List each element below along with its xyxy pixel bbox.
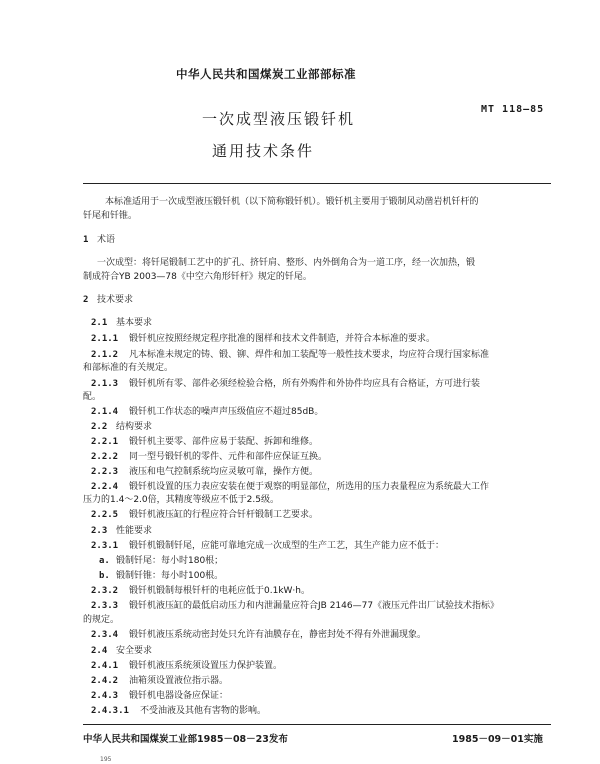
section-2-title: 技术要求 <box>97 295 134 305</box>
clause-2-2-5-text: 锻钎机液压缸的行程应符合钎杆锻制工艺要求。 <box>129 510 319 520</box>
clause-2-2-4-text-line1: 锻钎机设置的压力表应安装在便于观察的明显部位，所选用的压力表量程应为系统最大工作 <box>129 482 490 492</box>
clause-2-3-2-number: 2.3.2 <box>91 586 119 596</box>
clause-2-4-number: 2.4 <box>91 646 108 656</box>
intro-line2: 钎尾和钎锥。 <box>83 211 138 221</box>
clause-2-3-1-b-text: 锻制钎锥：每小时100根。 <box>116 571 224 581</box>
clause-2-4-2-number: 2.4.2 <box>91 676 119 686</box>
clause-2-3-4-number: 2.3.4 <box>91 630 119 640</box>
s1-text-line1: 一次成型：将钎尾锻制工艺中的扩孔、挤钎肩、整形、内外倒角合为一道工序，经一次加热，锻 <box>97 258 476 268</box>
clause-2-2-2-number: 2.2.2 <box>91 452 119 462</box>
clause-2-2-5-number: 2.2.5 <box>91 510 119 520</box>
clause-2-3-3-text-line1: 锻钎机液压缸的最低启动压力和内泄漏量应符合JB 2146—77《液压元件出厂试验技术指标》 <box>129 601 500 611</box>
clause-2-2-1-number: 2.2.1 <box>91 437 119 447</box>
clause-2-4-1-text: 锻钎机液压系统须设置压力保护装置。 <box>129 661 283 671</box>
header-rule <box>83 183 551 184</box>
clause-2-3-2-text: 锻钎机锻制每根钎杆的电耗应低于0.1kW·h。 <box>129 586 310 596</box>
clause-2-2-3-number: 2.2.3 <box>91 467 119 477</box>
clause-2-3-title: 性能要求 <box>116 526 153 536</box>
clause-2-1-2-text-line2: 和部标准的有关规定。 <box>83 363 174 373</box>
issued-date: 中华人民共和国煤炭工业部1985－08－23发布 <box>83 734 288 745</box>
org-standard-header: 中华人民共和国煤炭工业部部标准 <box>176 67 356 81</box>
clause-2-3-number: 2.3 <box>91 526 108 536</box>
clause-2-1-title: 基本要求 <box>116 318 153 328</box>
effective-date: 1985－09－01实施 <box>452 734 543 745</box>
standard-code: MT 118—85 <box>481 104 545 115</box>
clause-2-2-1-text: 锻钎机主要零、部件应易于装配、拆卸和维修。 <box>129 437 319 447</box>
clause-2-2-number: 2.2 <box>91 422 108 432</box>
clause-2-3-1-a-text: 锻制钎尾：每小时180根； <box>116 556 224 566</box>
clause-2-3-1-text: 锻钎机锻制钎尾，应能可靠地完成一次成型的生产工艺，其生产能力应不低于： <box>129 541 445 551</box>
clause-2-3-1-a-mark: a. <box>99 556 110 566</box>
clause-2-4-2-text: 油箱须设置液位指示器。 <box>129 676 229 686</box>
clause-2-2-2-text: 同一型号锻钎机的零件、元件和部件应保证互换。 <box>129 452 328 462</box>
s1-text-line2: 制成符合YB 2003—78《中空六角形钎杆》规定的钎尾。 <box>83 272 312 282</box>
section-1-number: 1 <box>83 235 89 245</box>
clause-2-1-3-text-line2: 配。 <box>83 392 102 402</box>
clause-2-3-3-number: 2.3.3 <box>91 601 119 611</box>
clause-2-1-3-number: 2.1.3 <box>91 379 119 389</box>
clause-2-3-4-text: 锻钎机液压系统动密封处只允许有油膜存在，静密封处不得有外泄漏现象。 <box>129 630 427 640</box>
clause-2-2-3-text: 液压和电气控制系统均应灵敏可靠，操作方便。 <box>129 467 319 477</box>
clause-2-1-2-number: 2.1.2 <box>91 350 119 360</box>
clause-2-1-3-text-line1: 锻钎机所有零、部件必须经检验合格，所有外购件和外协件均应具有合格证，方可进行装 <box>129 379 481 389</box>
intro-line1: 本标准适用于一次成型液压锻钎机（以下简称锻钎机）。锻钎机主要用于锻制风动凿岩机钎杆的 <box>105 197 479 207</box>
clause-2-1-1-number: 2.1.1 <box>91 334 119 344</box>
clause-2-3-3-text-line2: 的规定。 <box>83 615 120 625</box>
clause-2-1-2-text-line1: 凡本标准未规定的铸、锻、铆、焊件和加工装配等一般性技术要求，均应符合现行国家标准 <box>129 350 490 360</box>
clause-2-3-1-number: 2.3.1 <box>91 541 119 551</box>
clause-2-4-1-number: 2.4.1 <box>91 661 119 671</box>
section-1-title: 术语 <box>97 235 116 245</box>
clause-2-4-3-text: 锻钎机电器设备应保证： <box>129 691 229 701</box>
clause-2-1-number: 2.1 <box>91 318 108 328</box>
clause-2-1-4-number: 2.1.4 <box>91 407 119 417</box>
clause-2-1-1-text: 锻钎机应按照经规定程序批准的图样和技术文件制造，并符合本标准的要求。 <box>129 334 436 344</box>
clause-2-4-3-number: 2.4.3 <box>91 691 119 701</box>
clause-2-1-4-text: 锻钎机工作状态的噪声声压级值应不超过85dB。 <box>129 407 324 417</box>
clause-2-4-3-1-text: 不受油液及其他有害物的影响。 <box>140 706 267 716</box>
doc-title-line1: 一次成型液压锻钎机 <box>202 110 356 128</box>
section-2-number: 2 <box>83 295 89 305</box>
footer-rule <box>83 724 551 725</box>
clause-2-2-4-text-line2: 压力的1.4～2.0倍，其精度等级应不低于2.5级。 <box>83 495 279 505</box>
clause-2-4-title: 安全要求 <box>116 646 153 656</box>
clause-2-3-1-b-mark: b. <box>99 571 110 581</box>
doc-title-line2: 通用技术条件 <box>212 142 315 160</box>
page-number: 195 <box>100 756 112 763</box>
clause-2-2-4-number: 2.2.4 <box>91 482 119 492</box>
clause-2-2-title: 结构要求 <box>116 422 153 432</box>
clause-2-4-3-1-number: 2.4.3.1 <box>91 706 129 716</box>
